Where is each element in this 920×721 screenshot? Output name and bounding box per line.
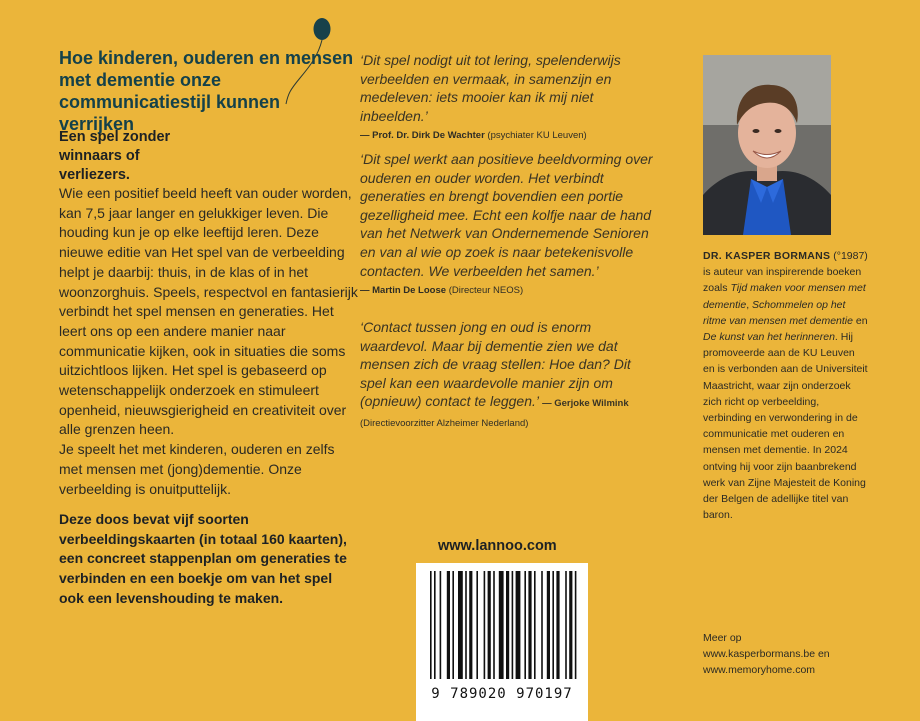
quote-3-author: — Gerjoke Wilmink: [542, 398, 629, 410]
description-paragraph-1: Wie een positief beeld heeft van ouder worden, kan 7,5 jaar langer en gelukkiger leven. Die houding kun je op elke leeftijd leren. Deze nieuwe editie van Het spel van de verbeelding helpt je daarbij: thuis, in de klas of in het woonzorghuis. Speels, respectvol en fantasierijk verbindt het spel mensen en generaties. Het leert ons op een andere manier naar communicatie kijken, ook in situaties die soms uitzichtloos lijken. Het spel is gebaseerd op wetenschappelijk onderzoek en stimuleert openheid, nieuwsgierigheid en creativiteit over alle grenzen heen.: [59, 185, 358, 438]
quote-2: [360, 150, 660, 297]
barcode-bar: [534, 571, 536, 679]
barcode-bar: [484, 571, 486, 679]
barcode-bar: [512, 571, 514, 679]
box-contents: Deze doos bevat vijf soorten verbeeldingskaarten (in totaal 160 kaarten), een concreet stappenplan om generaties te verbinden en een boekje om van het spel ook een levenshouding te maken.: [59, 511, 347, 606]
barcode-bar: [565, 571, 567, 679]
cover-heading: Hoe kinderen, ouderen en mensen met dementie onze communicatiestijl kunnen verrijken: [59, 48, 354, 134]
barcode-bar: [569, 571, 572, 679]
publisher-website: www.lannoo.com: [438, 538, 557, 554]
quote-2-attribution: [360, 284, 660, 297]
barcode-bar: [434, 571, 436, 679]
author-name: DR. KASPER BORMANS: [703, 250, 831, 262]
barcode-bar: [499, 571, 504, 679]
barcode-bar: [556, 571, 559, 679]
author-born: (°1987): [833, 250, 868, 262]
book-title-2: Schommelen op het ritme van mensen met dementie: [703, 298, 853, 327]
author-bio-intro: is auteur van inspirerende boeken zoals: [703, 266, 862, 295]
isbn-barcode: [416, 563, 588, 721]
barcode-bar: [430, 571, 432, 679]
barcode-bar: [493, 571, 495, 679]
book-title-1: Tijd maken voor mensen met dementie: [703, 282, 866, 311]
quote-1-author: — Prof. Dr. Dirk De Wachter: [360, 130, 485, 142]
barcode-bar: [541, 571, 543, 679]
author-photo: [703, 55, 831, 235]
more-info-link-2[interactable]: www.memoryhome.com: [703, 664, 816, 677]
barcode-bar: [488, 571, 491, 679]
more-info: [703, 630, 868, 679]
quote-2-role: (Directeur NEOS): [448, 285, 524, 297]
description: [59, 184, 359, 499]
book-title-3: De kunst van het herinneren: [703, 331, 835, 344]
quote-3-role: (Directievoorzitter Alzheimer Nederland): [360, 417, 529, 429]
author-bio-rest: Hij promoveerde aan de KU Leuven en is verbonden aan de Universiteit Maastricht, waar zijn onderzoek zich richt op verbeelding, verbinding en verwondering in de communicatie met ouderen en mensen met dementie. In 2024 ontving hij voor zijn baanbrekend werk van Zijne Majesteit de Koning der Belgen de adellijke titel van baron.: [703, 331, 868, 522]
quote-2-author: — Martin De Loose: [360, 285, 447, 297]
barcode-bar: [458, 571, 463, 679]
barcode-bar: [552, 571, 554, 679]
barcode-bar: [465, 571, 467, 679]
barcode-bar: [524, 571, 526, 679]
barcode-bar: [506, 571, 509, 679]
barcode-bar: [452, 571, 454, 679]
barcode-bar: [575, 571, 577, 679]
barcode-bar: [528, 571, 531, 679]
quote-1-text: ‘Dit spel nodigt uit tot lering, spelenderwijs verbeelden en vermaak, in samenzijn en medeleven: iets mooier kan ik mij niet inbeelden.’: [360, 52, 621, 124]
quote-2-text: ‘Dit spel werkt aan positieve beeldvorming over ouderen en ouder worden. Het verbindt generaties en brengt bovendien een portie gezelligheid mee. Echt een kolfje naar de hand van het Netwerk van Ondernemende Senioren en van al wie op zoek is naar betekenisvolle contacten. We verbeelden het samen.’: [360, 151, 653, 279]
quote-3: [360, 318, 660, 430]
quote-3-text: ‘Contact tussen jong en oud is enorm waardevol. Maar bij dementie zien we dat mensen zich de vraag stellen: Hoe dan? Dit spel kan een waardevolle manier zijn om (opnieuw) contact te leggen.’: [360, 319, 631, 410]
quote-1-role: (psychiater KU Leuven): [487, 130, 587, 142]
quote-1-attribution: [360, 129, 660, 142]
author-bio-and: en: [855, 314, 868, 327]
more-info-label: Meer op: [703, 632, 742, 644]
barcode-bar: [469, 571, 472, 679]
more-info-link-1[interactable]: www.kasperbormans.be en: [703, 648, 830, 661]
description-paragraph-2: Je speelt het met kinderen, ouderen en zelfs met mensen met (jong)dementie. Onze verbeelding is onuitputtelijk.: [59, 441, 335, 497]
barcode-bar: [440, 571, 442, 679]
barcode-bar: [547, 571, 550, 679]
author-bio: DR. KASPER BORMANS (°1987) is auteur van inspirerende boeken zoals Tijd maken voor mensen met dementie, Schommelen op het ritme van mensen met dementie en De kunst van het herinneren. Hij promoveerde aan de KU Leuven en is verbonden aan de Universiteit Maastricht, waar zijn onderzoek zich richt op verbeelding, verbinding en verwondering in de communicatie met ouderen en mensen met dementie. In 2024 ontving hij voor zijn baanbrekend werk van Zijne Majesteit de Koning der Belgen de adellijke titel van baron.: [703, 250, 868, 522]
barcode-bar: [447, 571, 450, 679]
subheading: Een spel zonder winnaars of verliezers.: [59, 129, 171, 183]
barcode-bar: [516, 571, 521, 679]
quote-1: [360, 51, 660, 142]
barcode-bar: [476, 571, 478, 679]
isbn-number: 9 789020 970197: [431, 686, 573, 702]
